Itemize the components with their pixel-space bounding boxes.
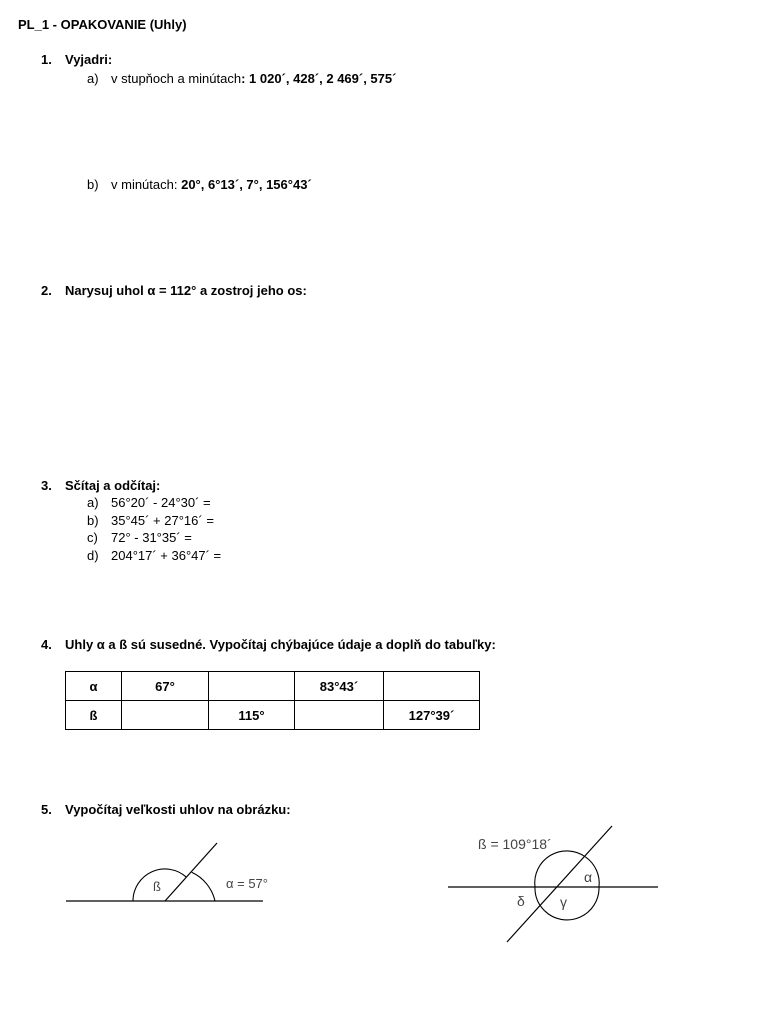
task-3d bbox=[87, 548, 221, 563]
table-row-beta bbox=[66, 701, 480, 730]
task-3b-text: 35°45´ + 27°16´ = bbox=[111, 513, 214, 528]
task-3-number: 3. bbox=[41, 478, 52, 493]
table-cell bbox=[295, 701, 384, 730]
table-cell: ß bbox=[66, 701, 122, 730]
task-1a bbox=[87, 71, 396, 86]
task-2-heading bbox=[41, 283, 307, 298]
table-cell: 127°39´ bbox=[384, 701, 480, 730]
task-1b-label: b) bbox=[87, 177, 99, 192]
task-5-number: 5. bbox=[41, 802, 52, 817]
task-3c-text: 72° - 31°35´ = bbox=[111, 530, 192, 545]
task-3-heading bbox=[41, 478, 160, 493]
fig2-delta-label: δ bbox=[517, 893, 525, 909]
task-4-number: 4. bbox=[41, 637, 52, 652]
fig2-beta-label: ß = 109°18´ bbox=[478, 836, 552, 852]
task-3b-label: b) bbox=[87, 513, 99, 528]
task-1-number: 1. bbox=[41, 52, 52, 67]
task-4-title: Uhly α a ß sú susedné. Vypočítaj chýbajúce údaje a doplň do tabuľky: bbox=[65, 637, 496, 652]
fig1-beta-label: ß bbox=[153, 879, 161, 894]
table-row-alpha bbox=[66, 672, 480, 701]
fig1-alpha-label: α = 57° bbox=[226, 876, 268, 891]
table-cell: 83°43´ bbox=[295, 672, 384, 701]
task-3a-text: 56°20´ - 24°30´ = bbox=[111, 495, 211, 510]
table-cell: α bbox=[66, 672, 122, 701]
task-3c bbox=[87, 530, 192, 545]
task-2-number: 2. bbox=[41, 283, 52, 298]
task-4-heading bbox=[41, 637, 496, 652]
table-cell: 67° bbox=[122, 672, 209, 701]
task-3b bbox=[87, 513, 214, 528]
task-1b-values: 20°, 6°13´, 7°, 156°43´ bbox=[181, 177, 312, 192]
task-1-title: Vyjadri: bbox=[65, 52, 113, 67]
fig2-alpha-label: α bbox=[584, 869, 593, 885]
task-3d-label: d) bbox=[87, 548, 99, 563]
task-5-title: Vypočítaj veľkosti uhlov na obrázku: bbox=[65, 802, 291, 817]
task-1-heading bbox=[41, 52, 112, 67]
angle-figure-2 bbox=[440, 822, 665, 950]
task-1b bbox=[87, 177, 312, 192]
task-2-title: Narysuj uhol α = 112° a zostroj jeho os: bbox=[65, 283, 307, 298]
table-cell bbox=[209, 672, 295, 701]
task-1a-values: : 1 020´, 428´, 2 469´, 575´ bbox=[241, 71, 397, 86]
table-cell: 115° bbox=[209, 701, 295, 730]
task-3-title: Sčítaj a odčítaj: bbox=[65, 478, 161, 493]
table-cell bbox=[122, 701, 209, 730]
page-title: PL_1 - OPAKOVANIE (Uhly) bbox=[18, 17, 187, 32]
task-3a bbox=[87, 495, 211, 510]
task-1a-text: v stupňoch a minútach bbox=[111, 71, 242, 86]
task-3a-label: a) bbox=[87, 495, 99, 510]
task-3c-label: c) bbox=[87, 530, 98, 545]
angle-figure-1 bbox=[60, 835, 280, 915]
angles-table bbox=[65, 671, 480, 730]
task-3d-text: 204°17´ + 36°47´ = bbox=[111, 548, 222, 563]
table-cell bbox=[384, 672, 480, 701]
task-1b-text: v minútach: bbox=[111, 177, 182, 192]
fig2-gamma-label: γ bbox=[560, 894, 567, 910]
task-5-heading bbox=[41, 802, 291, 817]
task-1a-label: a) bbox=[87, 71, 99, 86]
